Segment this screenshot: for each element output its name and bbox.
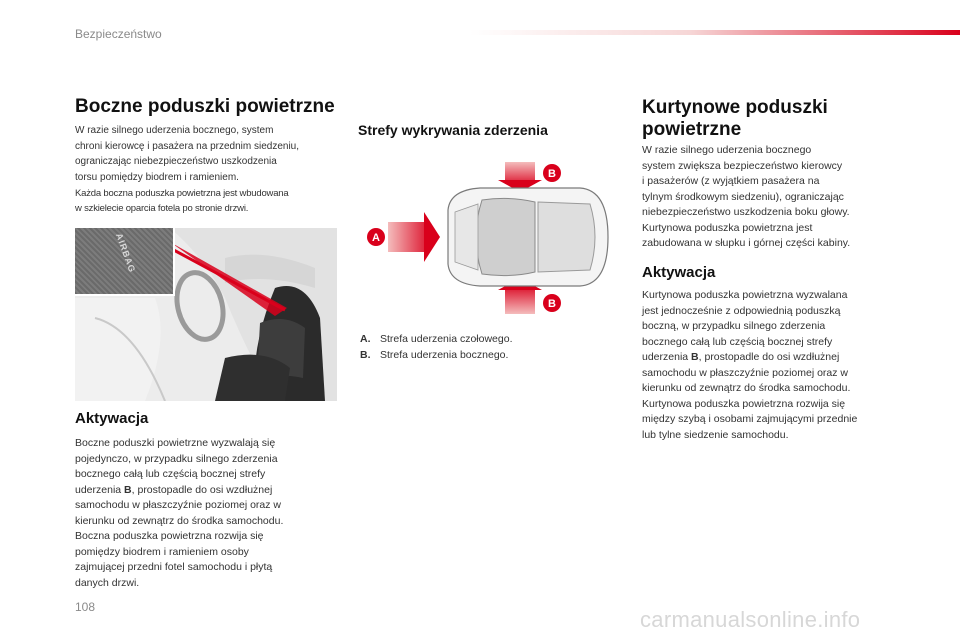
- legend-item-b: [360, 349, 508, 361]
- seat-airbag-photo: [75, 228, 337, 401]
- zone-b-marker-top: [543, 164, 561, 182]
- curtain-airbags-intro: [642, 143, 850, 252]
- airbag-label-text: AIRBAG: [113, 231, 138, 275]
- activation-text: uderzenia: [642, 351, 689, 363]
- legend-text: Strefa uderzenia czołowego.: [380, 333, 513, 345]
- activation-line: Boczna poduszka powietrzna rozwija się: [75, 530, 264, 542]
- legend-key: B.: [360, 349, 371, 361]
- side-activation-text: [75, 436, 283, 591]
- activation-line: bocznego całą lub częścią bocznej strefy: [642, 335, 833, 348]
- intro-line: tylnym środkowym siedzeniu), ograniczając: [642, 190, 844, 203]
- watermark: carmanualsonline.info: [640, 607, 861, 632]
- front-impact-arrow: [388, 212, 440, 262]
- intro-line: W razie silnego uderzenia bocznego: [642, 144, 812, 156]
- activation-line: samochodu w płaszczyźnie poziomej oraz w: [75, 499, 282, 511]
- impact-zones-title: Strefy wykrywania zderzenia: [358, 122, 548, 138]
- activation-line: boczną, w przypadku silnego zderzenia: [642, 320, 826, 332]
- impact-zones-diagram: [360, 160, 610, 320]
- zone-a-marker: [367, 228, 385, 246]
- zone-b-reference: B: [691, 351, 699, 363]
- intro-line: ograniczając niebezpieczeństwo uszkodzenia: [75, 156, 277, 167]
- zone-b-marker-label: B: [548, 168, 556, 180]
- intro-line: Kurtynowa poduszka powietrzna jest: [642, 221, 813, 234]
- zone-b-marker-label: B: [548, 298, 556, 310]
- activation-line: kierunku od zewnątrz do środka samochodu.: [75, 514, 284, 527]
- activation-line: kierunku od zewnątrz do środka samochodu.: [642, 382, 851, 394]
- activation-line: Kurtynowa poduszka powietrzna rozwija się: [642, 397, 846, 410]
- activation-text: , prostopadle do osi wzdłużnej: [698, 351, 840, 363]
- activation-line: lub tylne siedzenie samochodu.: [642, 428, 789, 441]
- note-line: w szkielecie oparcia fotela po stronie drzwi.: [75, 203, 249, 214]
- section-title: Bezpieczeństwo: [75, 27, 162, 41]
- legend-text: Strefa uderzenia bocznego.: [380, 349, 509, 361]
- car-top-view: [448, 188, 608, 286]
- side-activation-title: Aktywacja: [75, 410, 149, 427]
- header-accent-bar: [470, 30, 960, 35]
- curtain-activation-title: Aktywacja: [642, 264, 716, 281]
- car-top-view-diagram: [360, 160, 610, 320]
- page-number: 108: [75, 600, 96, 614]
- intro-line: niebezpieczeństwo uszkodzenia boku głowy.: [642, 206, 850, 218]
- activation-line: bocznego całą lub częścią bocznej strefy: [75, 468, 266, 480]
- intro-line: torsu pomiędzy biodrem i ramieniem.: [75, 171, 239, 183]
- intro-line: system zwiększa bezpieczeństwo kierowcy: [642, 159, 843, 172]
- title-line: Kurtynowe poduszki: [642, 97, 828, 118]
- title-line: powietrzne: [642, 119, 742, 140]
- intro-line: W razie silnego uderzenia bocznego, system: [75, 125, 274, 136]
- intro-line: chroni kierowcę i pasażera na przednim siedzeniu,: [75, 140, 300, 152]
- intro-line: i pasażerów (z wyjątkiem pasażera na: [642, 175, 820, 187]
- activation-line: Boczne poduszki powietrzne wyzwalają się: [75, 437, 276, 449]
- activation-line: pomiędzy biodrem i ramieniem osoby: [75, 545, 249, 558]
- zone-b-marker-bottom: [543, 294, 561, 312]
- note-line: Każda boczna poduszka powietrzna jest wbudowana: [75, 188, 289, 199]
- curtain-airbags-title: [642, 97, 828, 141]
- activation-line: Kurtynowa poduszka powietrzna wyzwalana: [642, 289, 848, 301]
- activation-line: [642, 350, 857, 366]
- zone-b-reference: B: [124, 483, 132, 496]
- side-airbags-intro: [75, 123, 299, 185]
- activation-line: danych drzwi.: [75, 576, 140, 589]
- curtain-activation-text: [642, 288, 857, 443]
- side-airbags-title: Boczne poduszki powietrzne: [75, 96, 335, 117]
- activation-line: między szybą i osobami zajmującymi przednie: [642, 413, 858, 425]
- activation-line: pojedynczo, w przypadku silnego zderzenia: [75, 452, 278, 465]
- activation-text: uderzenia: [75, 483, 122, 496]
- legend-key: A.: [360, 333, 371, 345]
- activation-text: , prostopadle do osi wzdłużnej: [131, 483, 273, 496]
- zone-a-marker-label: A: [372, 232, 380, 244]
- airbag-label-inset: [75, 228, 175, 296]
- activation-line: zajmującej przedni fotel samochodu i płytą: [75, 561, 273, 573]
- legend-item-a: [360, 333, 513, 345]
- intro-line: zabudowana w słupku i górnej części kabiny.: [642, 237, 851, 249]
- activation-line: jest jednocześnie z odpowiednią poduszką: [642, 304, 841, 317]
- activation-line: samochodu w płaszczyźnie poziomej oraz w: [642, 366, 849, 379]
- activation-line: [75, 483, 283, 499]
- side-airbags-note: [75, 186, 288, 216]
